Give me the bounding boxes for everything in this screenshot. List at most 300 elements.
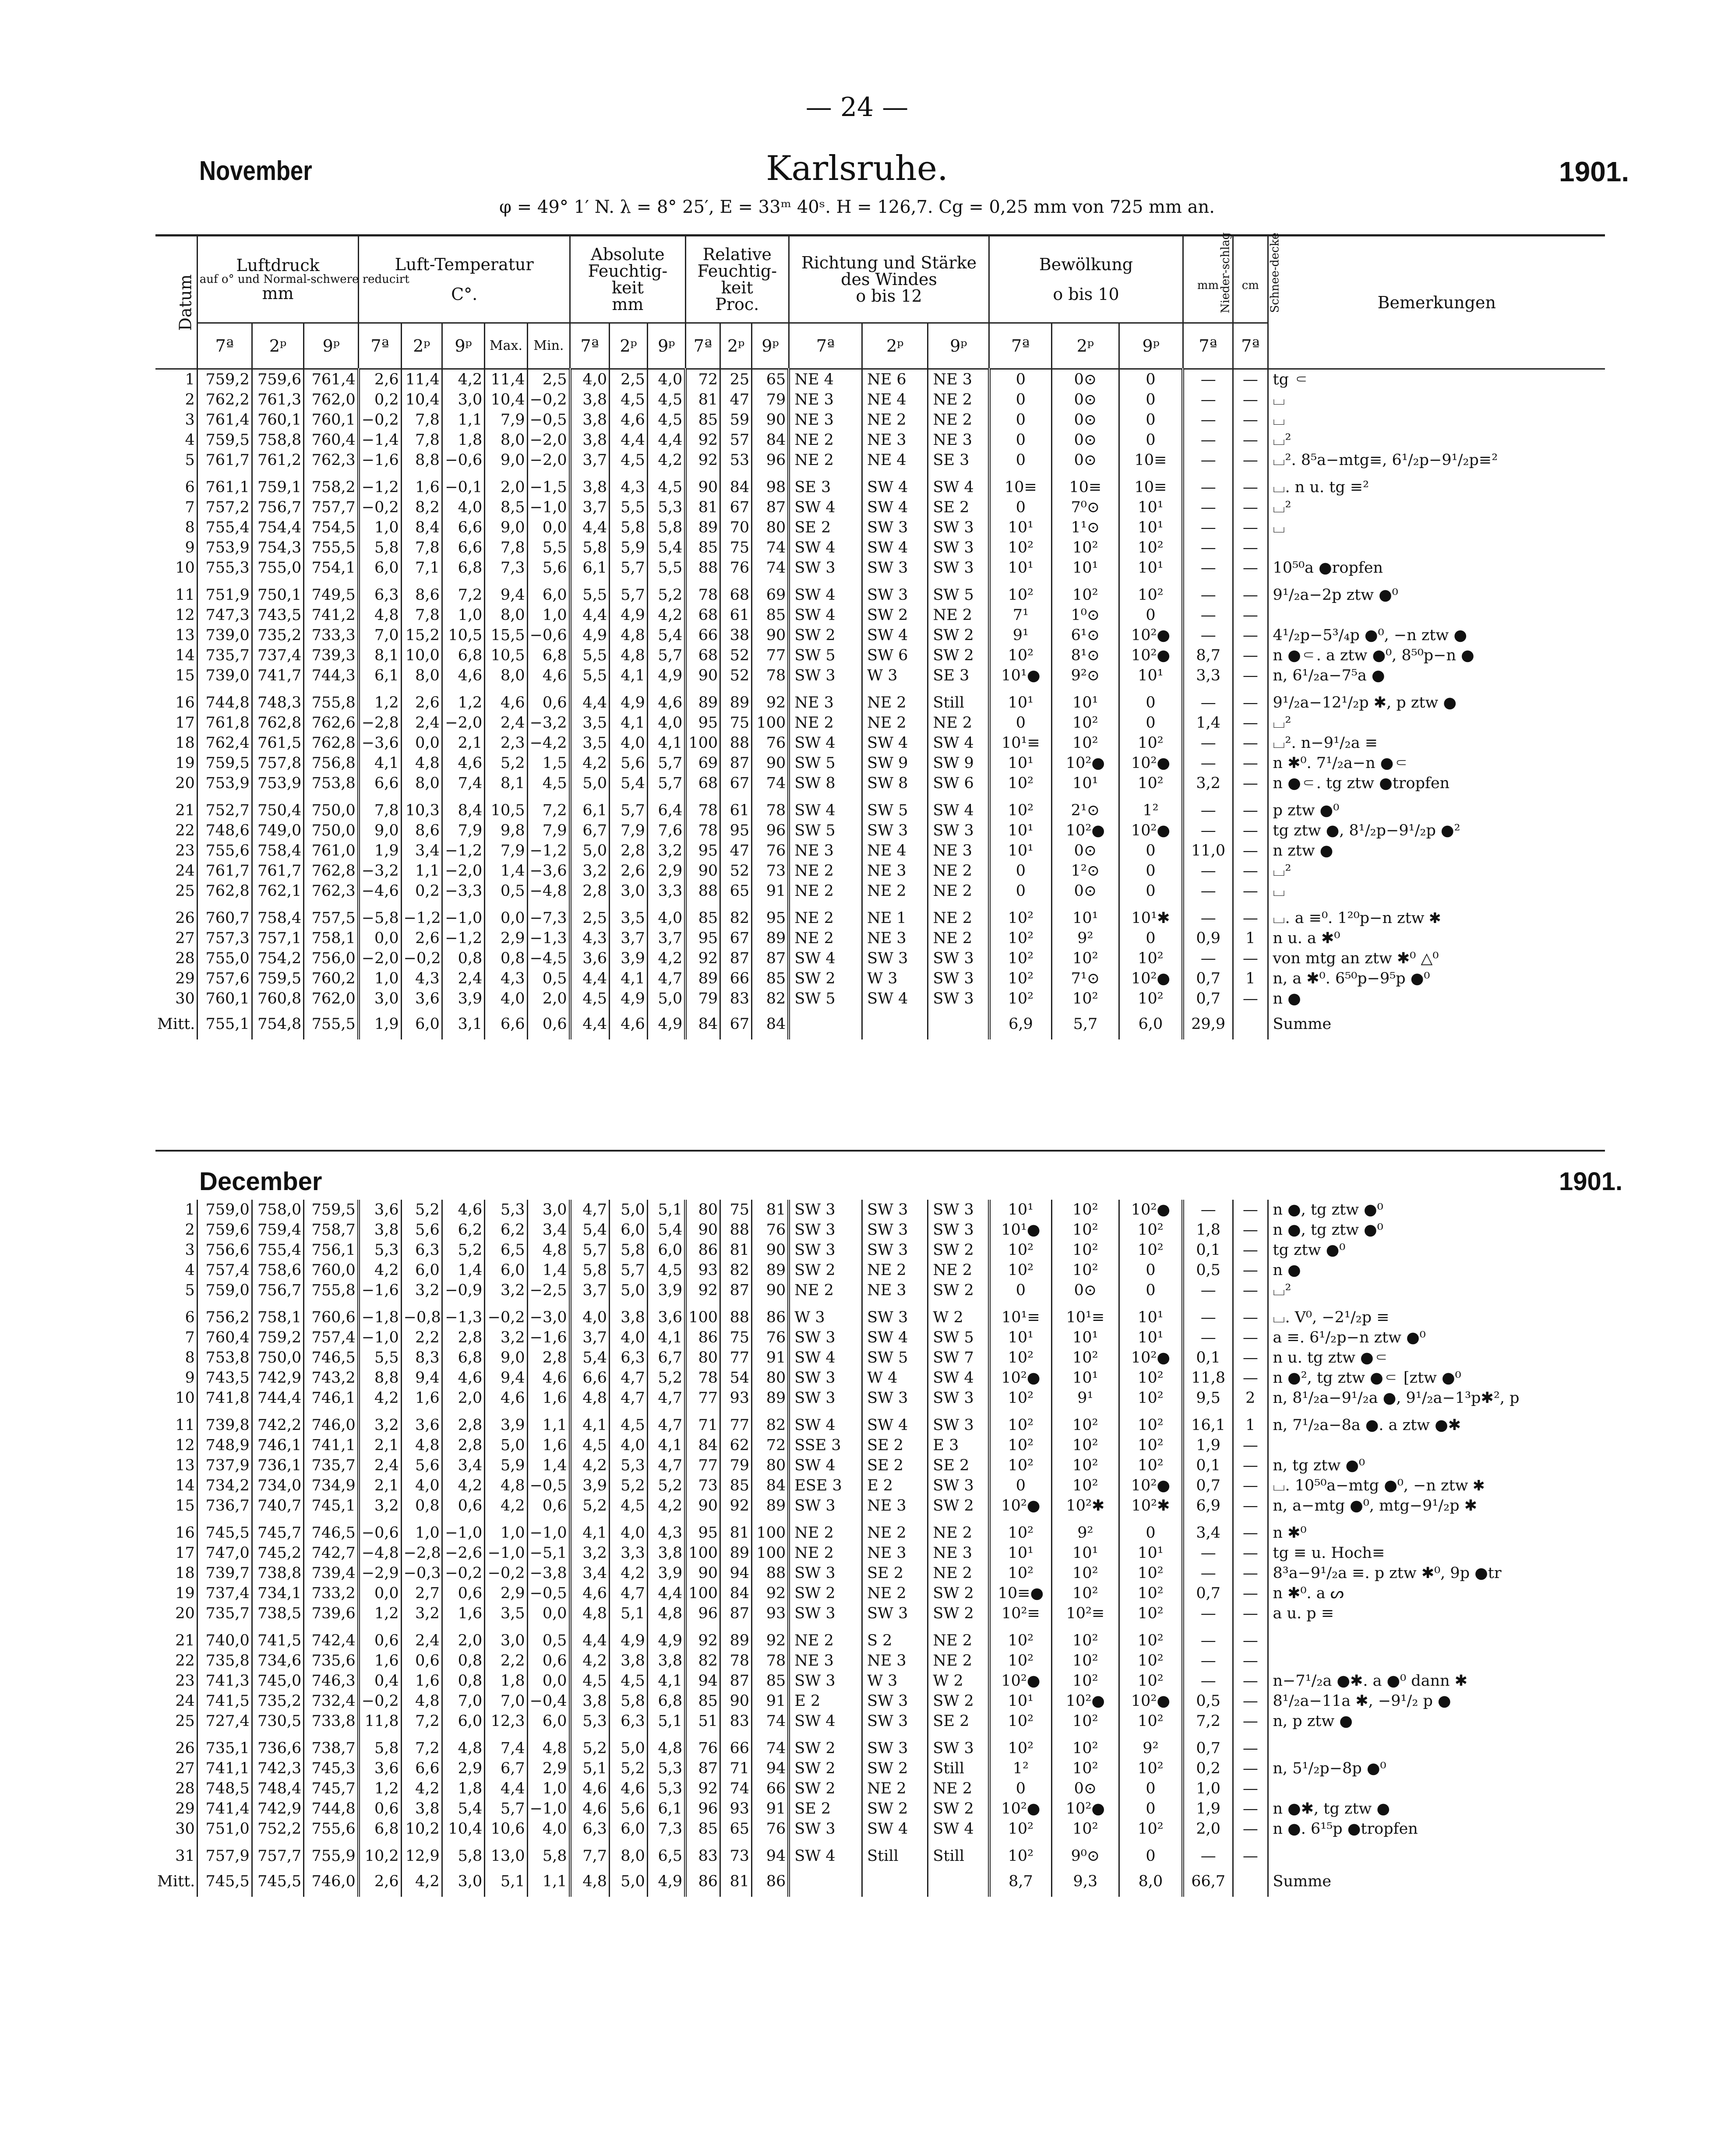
data-cell: 24 [155, 1691, 197, 1711]
data-cell: 0,2 [359, 390, 401, 410]
mean-cell: 6,0 [1119, 1009, 1183, 1039]
data-cell: SW 3 [789, 1220, 862, 1240]
data-cell: 0 [989, 450, 1052, 470]
data-cell: 3,9 [610, 948, 648, 969]
data-cell: 4,8 [527, 1240, 570, 1260]
data-cell: 12,9 [401, 1846, 442, 1866]
data-cell: 10¹≡ [989, 1307, 1052, 1328]
data-cell: 6 [155, 1307, 197, 1328]
data-cell: NE 3 [928, 1543, 989, 1563]
data-cell: 76 [752, 1819, 789, 1839]
data-cell: 10 [155, 1388, 197, 1408]
data-cell: 5,2 [401, 1200, 442, 1220]
data-cell: −3,6 [527, 861, 570, 881]
data-cell: 10² [1052, 585, 1119, 605]
data-cell: 746,3 [304, 1671, 359, 1691]
data-cell: 741,8 [197, 1388, 252, 1408]
data-cell: 735,7 [304, 1455, 359, 1476]
data-cell: 3,7 [570, 1328, 610, 1348]
data-cell: 735,1 [197, 1738, 252, 1758]
data-cell: 6,0 [401, 1260, 442, 1280]
data-cell: 3,8 [570, 477, 610, 497]
mean-cell: 4,9 [647, 1009, 685, 1039]
data-cell: 8,3 [401, 1348, 442, 1368]
data-cell: 5,0 [610, 1280, 648, 1300]
remark-cell: n, tg ztw ●⁰ [1273, 1456, 1365, 1474]
data-cell: 2¹⊙ [1052, 800, 1119, 821]
data-cell: 739,3 [304, 645, 359, 666]
remark-cell: ⌴². n−9¹/₂a ≡ [1273, 734, 1378, 752]
data-cell: 5,4 [570, 1348, 610, 1368]
mean-cell: 81 [720, 1866, 752, 1897]
data-cell: 90 [685, 1496, 720, 1516]
data-cell: — [1183, 1603, 1233, 1624]
data-cell: −2,8 [359, 713, 401, 733]
table-row [155, 908, 1605, 928]
data-cell: −1,6 [527, 1328, 570, 1348]
data-cell: 7,3 [647, 1819, 685, 1839]
data-cell: 10² [1119, 1651, 1183, 1671]
mean-cell: 2,6 [359, 1866, 401, 1897]
data-cell: 762,8 [304, 861, 359, 881]
data-cell: 3,9 [647, 1280, 685, 1300]
data-cell: NE 3 [928, 369, 989, 390]
data-cell: 69 [685, 753, 720, 773]
data-cell: 759,0 [197, 1280, 252, 1300]
data-cell: 755,4 [252, 1240, 304, 1260]
data-cell: 9¹ [1052, 1388, 1119, 1408]
data-cell: SW 3 [928, 1476, 989, 1496]
data-cell: 4,1 [359, 753, 401, 773]
data-cell: SW 4 [789, 497, 862, 518]
data-cell: 6 [155, 477, 197, 497]
data-cell: −0,5 [527, 1583, 570, 1603]
data-cell: 10² [989, 1260, 1052, 1280]
table-row [155, 1711, 1605, 1731]
data-cell: 81 [720, 1523, 752, 1543]
data-cell: 754,2 [252, 948, 304, 969]
data-cell: 5,4 [570, 1220, 610, 1240]
data-cell: 741,5 [197, 1691, 252, 1711]
data-cell: 4,0 [401, 1476, 442, 1496]
data-cell: 68 [720, 585, 752, 605]
data-cell: 14 [155, 1476, 197, 1496]
data-cell: 761,5 [252, 733, 304, 753]
data-cell: 762,8 [304, 733, 359, 753]
data-cell: 84 [720, 1583, 752, 1603]
data-cell: 756,7 [252, 1280, 304, 1300]
data-cell: 6,0 [610, 1819, 648, 1839]
data-cell: 15 [155, 1496, 197, 1516]
data-cell: 18 [155, 733, 197, 753]
data-cell: 5,8 [359, 1738, 401, 1758]
data-cell: 98 [752, 477, 789, 497]
data-cell: — [1233, 1455, 1268, 1476]
remark-cell: von mtg an ztw ✱⁰ △⁰ [1273, 949, 1439, 967]
data-cell: 5 [155, 450, 197, 470]
data-cell: NE 3 [789, 841, 862, 861]
data-cell: 2 [1233, 1388, 1268, 1408]
remark-cell: ⌴ [1273, 882, 1285, 900]
mean-cell: 4,9 [647, 1866, 685, 1897]
data-cell: 8,8 [401, 450, 442, 470]
mean-cell: 6,0 [401, 1009, 442, 1039]
data-cell: NE 3 [928, 841, 989, 861]
data-cell: 2,0 [442, 1631, 484, 1651]
table-row [155, 1368, 1605, 1388]
data-cell: SW 2 [789, 625, 862, 645]
data-cell: 748,9 [197, 1435, 252, 1455]
data-cell: 6,0 [647, 1240, 685, 1260]
data-cell: 4,3 [485, 969, 527, 989]
data-cell: W 2 [928, 1307, 989, 1328]
data-cell: 10² [989, 1435, 1052, 1455]
data-cell: 4,5 [647, 410, 685, 430]
data-cell: 4,4 [570, 605, 610, 625]
data-cell: — [1233, 477, 1268, 497]
data-cell: 7,3 [485, 558, 527, 578]
data-cell: SW 4 [789, 800, 862, 821]
data-cell: 76 [685, 1738, 720, 1758]
data-cell: 13 [155, 625, 197, 645]
data-cell: 74 [720, 1779, 752, 1799]
data-cell: 95 [685, 928, 720, 948]
data-cell: 10² [989, 989, 1052, 1009]
data-cell: NE 2 [928, 1260, 989, 1280]
data-cell: 22 [155, 821, 197, 841]
data-cell: SW 9 [862, 753, 928, 773]
data-cell: 4,1 [647, 1671, 685, 1691]
data-cell: 4,9 [610, 1631, 648, 1651]
data-cell: 9,4 [401, 1368, 442, 1388]
data-cell: 3,9 [485, 1415, 527, 1435]
table-row [155, 1455, 1605, 1476]
data-cell: 92 [685, 948, 720, 969]
data-cell: 747,3 [197, 605, 252, 625]
data-cell: 7¹⊙ [1052, 969, 1119, 989]
data-cell: 9,0 [359, 821, 401, 841]
data-cell: 10≡ [989, 477, 1052, 497]
data-cell: NE 2 [789, 928, 862, 948]
mean-cell: Mitt. [155, 1866, 197, 1897]
data-cell: 1,2 [359, 1603, 401, 1624]
data-cell: 1⁰⊙ [1052, 605, 1119, 625]
data-cell: 10¹ [989, 1200, 1052, 1220]
data-cell: 2,2 [401, 1328, 442, 1348]
data-cell: 4,6 [442, 666, 484, 686]
data-cell: — [1233, 1435, 1268, 1455]
data-cell: 744,3 [304, 666, 359, 686]
data-cell: 3,6 [570, 948, 610, 969]
data-cell: 748,5 [197, 1779, 252, 1799]
data-cell: 1,1 [527, 1415, 570, 1435]
data-cell: — [1233, 1819, 1268, 1839]
data-cell: 82 [752, 1415, 789, 1435]
data-cell: — [1233, 1799, 1268, 1819]
data-cell: 7,0 [485, 1691, 527, 1711]
data-cell: — [1233, 1523, 1268, 1543]
data-cell: 0 [1119, 1260, 1183, 1280]
data-cell: 10,4 [485, 390, 527, 410]
data-cell: 758,1 [252, 1307, 304, 1328]
data-cell: −2,8 [401, 1543, 442, 1563]
data-cell: 30 [155, 989, 197, 1009]
data-cell: 10¹ [1119, 1543, 1183, 1563]
data-cell: 10≡ [1119, 477, 1183, 497]
data-cell: NE 6 [862, 369, 928, 390]
data-cell: S 2 [862, 1631, 928, 1651]
data-cell: 93 [685, 1260, 720, 1280]
data-cell: 10²● [1119, 625, 1183, 645]
data-cell: 95 [685, 841, 720, 861]
data-cell: 10² [1052, 1476, 1119, 1496]
data-cell: 4,5 [647, 477, 685, 497]
data-cell: 3,7 [570, 1280, 610, 1300]
data-cell: 0,8 [442, 948, 484, 969]
mean-cell: 3,1 [442, 1009, 484, 1039]
data-cell: −0,2 [485, 1307, 527, 1328]
data-cell: 24 [155, 861, 197, 881]
data-cell: 52 [720, 861, 752, 881]
data-cell: 4,2 [359, 1260, 401, 1280]
data-cell: NE 2 [789, 450, 862, 470]
data-cell: — [1233, 1691, 1268, 1711]
data-cell: 9,0 [485, 450, 527, 470]
data-cell: 4,8 [610, 625, 648, 645]
table-row [155, 733, 1605, 753]
data-cell: 65 [752, 369, 789, 390]
data-cell: 5,5 [647, 558, 685, 578]
h-7a: 7ª [789, 323, 862, 369]
data-cell: 759,5 [197, 753, 252, 773]
data-cell: 3,2 [359, 1496, 401, 1516]
data-cell: 762,2 [197, 390, 252, 410]
data-cell: 3,0 [610, 881, 648, 901]
data-cell: 8,0 [485, 605, 527, 625]
data-cell: 0 [989, 430, 1052, 450]
data-cell: 12 [155, 605, 197, 625]
data-cell: 6,3 [570, 1819, 610, 1839]
data-cell: 6,1 [570, 800, 610, 821]
data-cell: 10² [1052, 1348, 1119, 1368]
data-cell: 88 [752, 1563, 789, 1583]
data-cell: 10,6 [485, 1819, 527, 1839]
data-cell: 3,0 [485, 1631, 527, 1651]
data-cell: 0,6 [442, 1583, 484, 1603]
data-cell: 0 [1119, 841, 1183, 861]
data-cell: 85 [752, 1671, 789, 1691]
data-cell: 6,8 [442, 558, 484, 578]
mean-cell [1233, 1009, 1268, 1039]
data-cell: 750,4 [252, 800, 304, 821]
data-cell: — [1183, 1328, 1233, 1348]
remark-cell: n ●², tg ztw ●⸦ [ztw ●⁰ [1273, 1369, 1461, 1387]
data-cell: 750,0 [252, 1348, 304, 1368]
data-cell: 7,9 [485, 841, 527, 861]
data-cell: SW 3 [928, 1738, 989, 1758]
data-cell: 6,1 [359, 666, 401, 686]
data-cell: SW 4 [928, 800, 989, 821]
data-cell: 1,8 [442, 1779, 484, 1799]
data-cell: 85 [685, 1691, 720, 1711]
data-cell: — [1233, 800, 1268, 821]
data-cell: 10² [989, 1846, 1052, 1866]
data-cell: 84 [752, 430, 789, 450]
data-cell: 51 [685, 1711, 720, 1731]
data-cell: 4,1 [570, 1415, 610, 1435]
data-cell: 0,0 [359, 928, 401, 948]
data-cell: 4,4 [570, 1631, 610, 1651]
month-december: December [199, 1167, 322, 1196]
data-cell: 6,6 [401, 1758, 442, 1779]
data-cell: 87 [752, 497, 789, 518]
data-cell: — [1183, 1651, 1233, 1671]
data-cell: 5,2 [570, 1496, 610, 1516]
data-cell: 0,1 [1183, 1455, 1233, 1476]
data-cell: 0 [989, 1280, 1052, 1300]
data-cell: 0,6 [527, 1651, 570, 1671]
data-cell: 10² [1052, 1200, 1119, 1220]
data-cell: 4,0 [485, 989, 527, 1009]
remark-cell: 8¹/₂a−11a ✱, −9¹/₂ p ● [1273, 1692, 1451, 1710]
data-cell: 5,7 [485, 1799, 527, 1819]
data-cell: 9,4 [485, 1368, 527, 1388]
data-cell: −4,5 [527, 948, 570, 969]
data-cell: 3,9 [647, 1563, 685, 1583]
data-cell: 4,0 [647, 369, 685, 390]
remark-cell: n ●✱, tg ztw ● [1273, 1800, 1390, 1818]
data-cell: −1,2 [359, 477, 401, 497]
data-cell: 7,2 [442, 585, 484, 605]
data-cell: 10² [1052, 1758, 1119, 1779]
data-cell: 10≡● [989, 1583, 1052, 1603]
data-cell: SW 3 [862, 948, 928, 969]
data-cell: 6,1 [647, 1799, 685, 1819]
data-cell: 82 [752, 989, 789, 1009]
data-cell: 10²● [989, 1671, 1052, 1691]
table-row [155, 1348, 1605, 1368]
data-cell: 10²● [989, 1496, 1052, 1516]
data-cell: 76 [752, 1220, 789, 1240]
data-cell: 10,4 [442, 1819, 484, 1839]
data-cell: E 2 [862, 1476, 928, 1496]
data-cell: 745,5 [197, 1523, 252, 1543]
data-cell: −4,6 [359, 881, 401, 901]
data-cell: SW 3 [862, 1220, 928, 1240]
data-cell: −1,5 [527, 477, 570, 497]
data-cell: — [1233, 1476, 1268, 1496]
data-cell: 0 [1119, 1799, 1183, 1819]
remark-cell [1268, 605, 1605, 625]
data-cell: 4,8 [401, 753, 442, 773]
remark-cell: n u. tg ztw ●⸦ [1273, 1349, 1389, 1367]
data-cell: 745,7 [252, 1523, 304, 1543]
remark-cell: ⌴² [1273, 431, 1291, 449]
data-cell: 0 [1119, 1523, 1183, 1543]
data-cell: 4,9 [647, 666, 685, 686]
data-cell: 74 [752, 1711, 789, 1731]
data-cell: NE 3 [862, 861, 928, 881]
data-cell: 10² [989, 1563, 1052, 1583]
data-cell: −1,8 [359, 1307, 401, 1328]
data-cell: 1,0 [1183, 1779, 1233, 1799]
data-cell: 10² [1052, 1671, 1119, 1691]
table-row [155, 1220, 1605, 1240]
h-7a: 7ª [685, 323, 720, 369]
data-cell: NE 2 [789, 861, 862, 881]
data-cell: 0⊙ [1052, 450, 1119, 470]
data-cell: 7 [155, 497, 197, 518]
data-cell: 4,2 [647, 948, 685, 969]
data-cell: — [1183, 410, 1233, 430]
data-cell: NE 2 [928, 713, 989, 733]
data-cell: 96 [752, 450, 789, 470]
data-cell: 68 [685, 645, 720, 666]
data-cell: 4,8 [359, 605, 401, 625]
data-cell: SW 3 [928, 948, 989, 969]
data-cell: −4,8 [527, 881, 570, 901]
data-cell: 10² [1052, 1651, 1119, 1671]
data-cell: 758,4 [252, 841, 304, 861]
data-cell: 4,5 [527, 773, 570, 793]
data-cell: 10 [155, 558, 197, 578]
data-cell: 759,5 [252, 969, 304, 989]
data-cell: −1,0 [527, 497, 570, 518]
table-row [155, 800, 1605, 821]
data-cell: 0⊙ [1052, 410, 1119, 430]
data-cell: 8,2 [401, 497, 442, 518]
data-cell: — [1183, 861, 1233, 881]
data-cell: 4,0 [610, 1328, 648, 1348]
data-cell: −5,1 [527, 1543, 570, 1563]
data-cell: 0,1 [1183, 1240, 1233, 1260]
data-cell: 741,1 [197, 1758, 252, 1779]
data-cell: — [1233, 1758, 1268, 1779]
data-cell: 742,7 [304, 1543, 359, 1563]
data-cell: 9⁰⊙ [1052, 1846, 1119, 1866]
data-cell: 3,7 [647, 928, 685, 948]
data-cell: 762,0 [304, 989, 359, 1009]
data-cell: W 3 [862, 666, 928, 686]
data-cell: SW 3 [928, 558, 989, 578]
h-7a: 7ª [989, 323, 1052, 369]
data-cell: 5,3 [570, 1711, 610, 1731]
data-cell: 0,5 [1183, 1691, 1233, 1711]
data-cell: 16 [155, 693, 197, 713]
data-cell: 753,9 [197, 773, 252, 793]
mean-cell: 67 [720, 1009, 752, 1039]
data-cell: SW 3 [928, 1200, 989, 1220]
data-cell: 1,4 [485, 861, 527, 881]
data-cell: 755,9 [304, 1846, 359, 1866]
data-cell: 4,0 [570, 369, 610, 390]
data-cell: 2,8 [527, 1348, 570, 1368]
data-cell: 10¹ [989, 821, 1052, 841]
data-cell: 10² [1052, 538, 1119, 558]
data-cell: 6,0 [527, 1711, 570, 1731]
data-cell: 762,8 [252, 713, 304, 733]
data-cell: 3,9 [442, 989, 484, 1009]
data-cell: 748,4 [252, 1779, 304, 1799]
data-cell: Still [928, 1846, 989, 1866]
data-cell: 3,2 [647, 841, 685, 861]
page-number: — 24 — [805, 92, 909, 123]
data-cell: 2,9 [647, 861, 685, 881]
data-cell: 10² [1052, 1220, 1119, 1240]
data-cell: 7,8 [401, 410, 442, 430]
data-cell: 760,1 [252, 410, 304, 430]
mean-cell: 4,6 [610, 1009, 648, 1039]
